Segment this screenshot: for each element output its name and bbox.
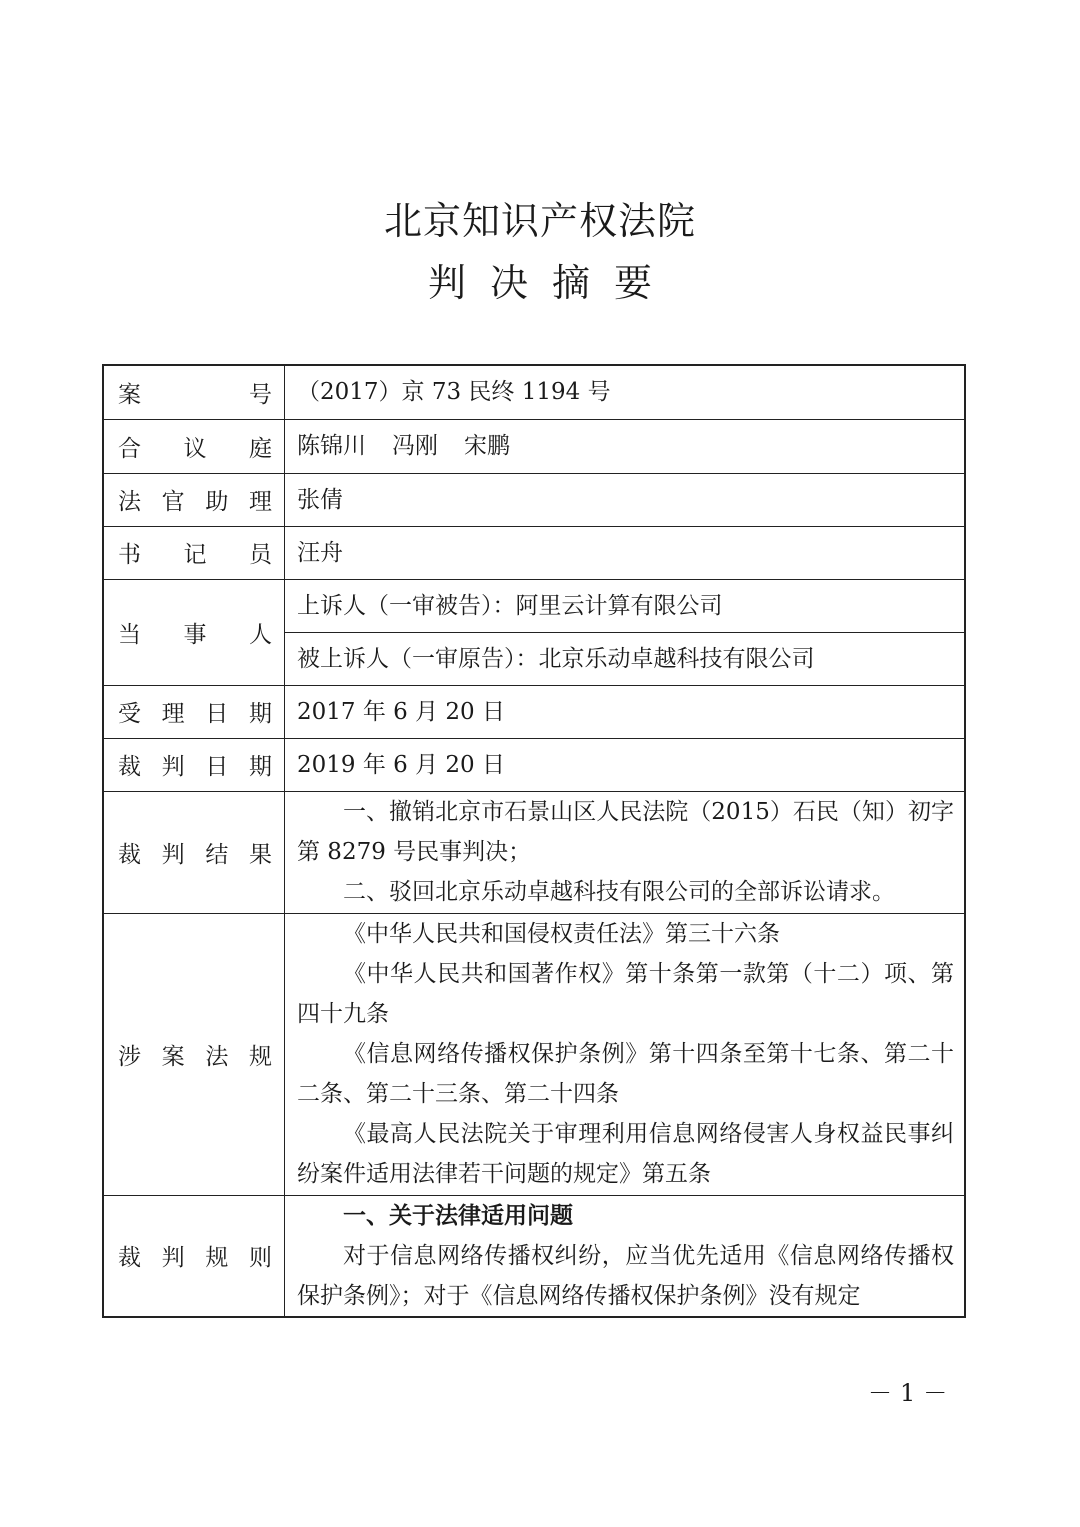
judgment-date-label: 裁 判 日 期 [118,754,272,780]
title-char: 要 [614,261,653,305]
rules-heading: 一、关于法律适用问题 [343,1201,573,1229]
panel-judges [285,419,966,473]
rules-row [103,1195,965,1317]
document-title [0,252,1080,307]
law-item: 《最高人民法院关于审理利用信息网络侵害人身权益民事纠纷案件适用法律若干问题的规定》第五条 [297,1121,954,1187]
title-char: 判 [427,261,466,305]
court-name: 北京知识产权法院 [383,199,696,243]
case-number-label: 案 号 [118,381,272,408]
assistant-row [103,473,965,526]
judgment-date-row [103,738,965,791]
law-item: 《中华人民共和国侵权责任法》第三十六条 [343,921,780,947]
result-row [103,791,965,913]
accept-date-value: 2017 年 6 月 20 日 [285,685,966,738]
judgment-summary-table [102,364,966,1318]
appellant-value: 上诉人（一审被告）：阿里云计算有限公司 [285,579,966,632]
result-label: 裁 判 结 果 [118,841,272,868]
judge-name: 陈锦川 [297,433,366,459]
rules-text: 对于信息网络传播权纠纷，应当优先适用《信息网络传播权保护条例》；对于《信息网络传播权保护条例》没有规定 [297,1242,954,1309]
laws-row [103,913,965,1195]
panel-label: 合 议 庭 [118,435,272,462]
accept-date-row [103,685,965,738]
panel-row [103,419,965,473]
clerk-row [103,526,965,579]
assistant-value: 张倩 [285,473,966,526]
title-char: 决 [489,261,528,305]
clerk-value: 汪舟 [285,526,966,579]
assistant-label: 法 官 助 理 [118,489,272,515]
parties-label: 当 事 人 [118,621,272,648]
case-number-value: （2017）京 73 民终 1194 号 [285,365,966,419]
result-item: 一、撤销北京市石景山区人民法院（2015）石民（知）初字第 8279 号民事判决； [297,799,954,865]
judgment-date-value: 2019 年 6 月 20 日 [285,738,966,791]
accept-date-label: 受 理 日 期 [118,701,272,727]
appellant-row [103,579,965,632]
law-item: 《中华人民共和国著作权》第十条第一款第（十二）项、第四十九条 [297,961,954,1027]
title-char: 摘 [552,261,591,305]
page-number: －1－ [868,1379,956,1407]
rules-label: 裁 判 规 则 [118,1245,272,1272]
laws-label: 涉 案 法 规 [118,1043,272,1070]
case-number-row [103,365,965,419]
law-item: 《信息网络传播权保护条例》第十四条至第十七条、第二十二条、第二十三条、第二十四条 [297,1041,954,1107]
judge-name: 冯刚 [392,433,438,459]
clerk-label: 书 记 员 [118,542,272,568]
result-item: 二、驳回北京乐动卓越科技有限公司的全部诉讼请求。 [343,879,895,905]
appellee-value: 被上诉人（一审原告）：北京乐动卓越科技有限公司 [285,632,966,685]
judge-name: 宋鹏 [464,433,510,459]
